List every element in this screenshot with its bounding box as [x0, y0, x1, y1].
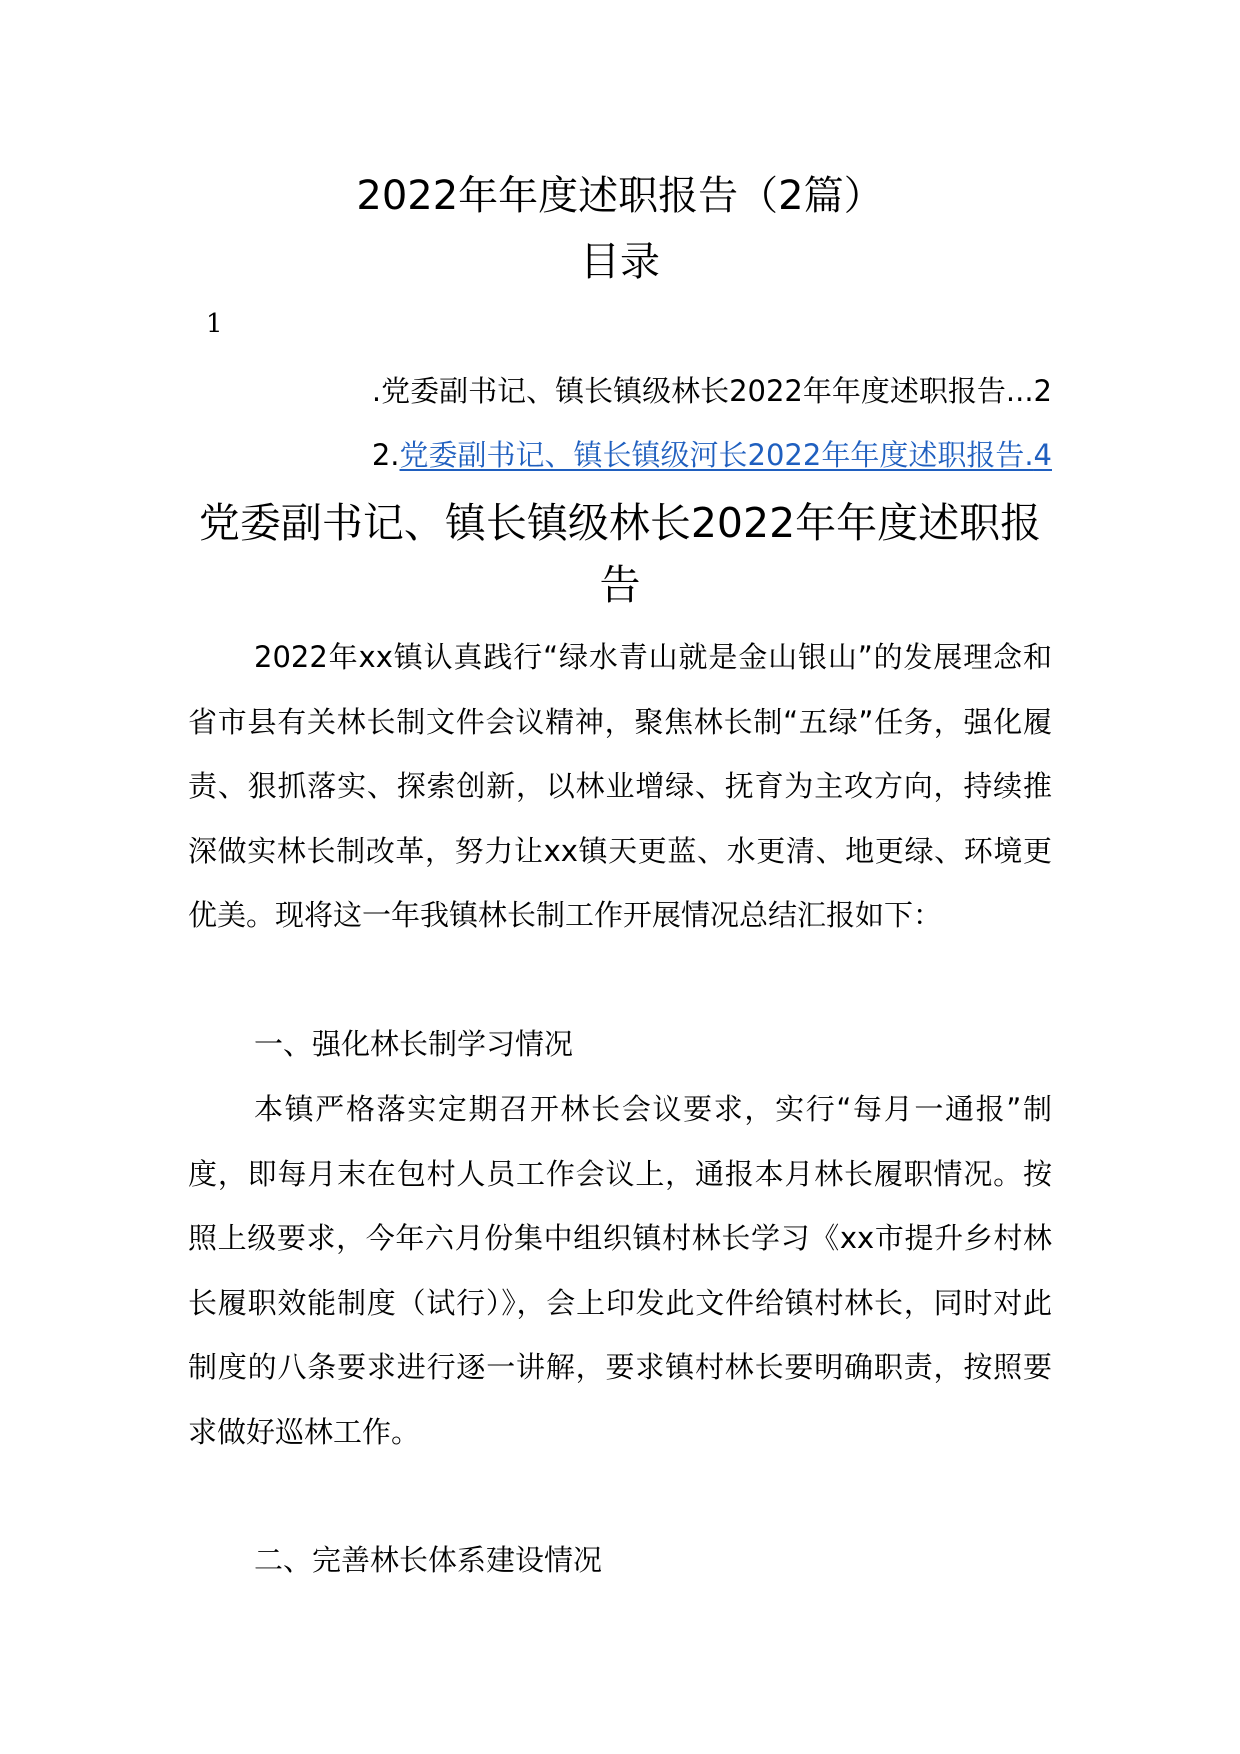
- toc-entry-link[interactable]: [400, 438, 1052, 472]
- intro-paragraph: 2022年xx镇认真践行“绿水青山就是金山银山”的发展理念和省市县有关林长制文件会议精神，聚焦林长制“五绿”任务，强化履责、狠抓落实、探索创新，以林业增绿、抚育为主攻方向，持续推深做实林长制改革，努力让xx镇天更蓝、水更清、地更绿、环境更优美。现将这一年我镇林长制工作开展情况总结汇报如下：: [188, 640, 1052, 932]
- toc-entry-page: 4: [1033, 438, 1052, 472]
- toc-heading: 目录: [580, 239, 660, 285]
- toc-entry-label: .党委副书记、镇长镇级林长2022年年度述职报告...: [371, 374, 1034, 408]
- toc-entry-prefix: 2.: [371, 438, 400, 472]
- subheading-1: 一、强化林长制学习情况: [254, 1027, 574, 1061]
- section-title: 党委副书记、镇长镇级林长2022年年度述职报告: [198, 499, 1042, 609]
- toc-entry-1: [372, 370, 1052, 412]
- body-paragraph: 本镇严格落实定期召开林长会议要求，实行“每月一通报”制度，即每月末在包村人员工作会议上，通报本月林长履职情况。按照上级要求，今年六月份集中组织镇村林长学习《xx市提升乡村林长履职效能制度（试行）》，会上印发此文件给镇村林长，同时对此制度的八条要求进行逐一讲解，要求镇村林长要明确职责，按照要求做好巡林工作。: [188, 1092, 1052, 1449]
- document-title: 2022年年度述职报告（2篇）: [356, 173, 884, 219]
- subheading-2: 二、完善林长体系建设情况: [254, 1543, 603, 1577]
- toc-entry-page: 2: [1033, 374, 1052, 408]
- toc-entry-2: [372, 434, 1052, 476]
- toc-entry-label: 党委副书记、镇长镇级河长2022年年度述职报告.: [399, 438, 1034, 472]
- toc-page-marker: 1: [206, 309, 223, 339]
